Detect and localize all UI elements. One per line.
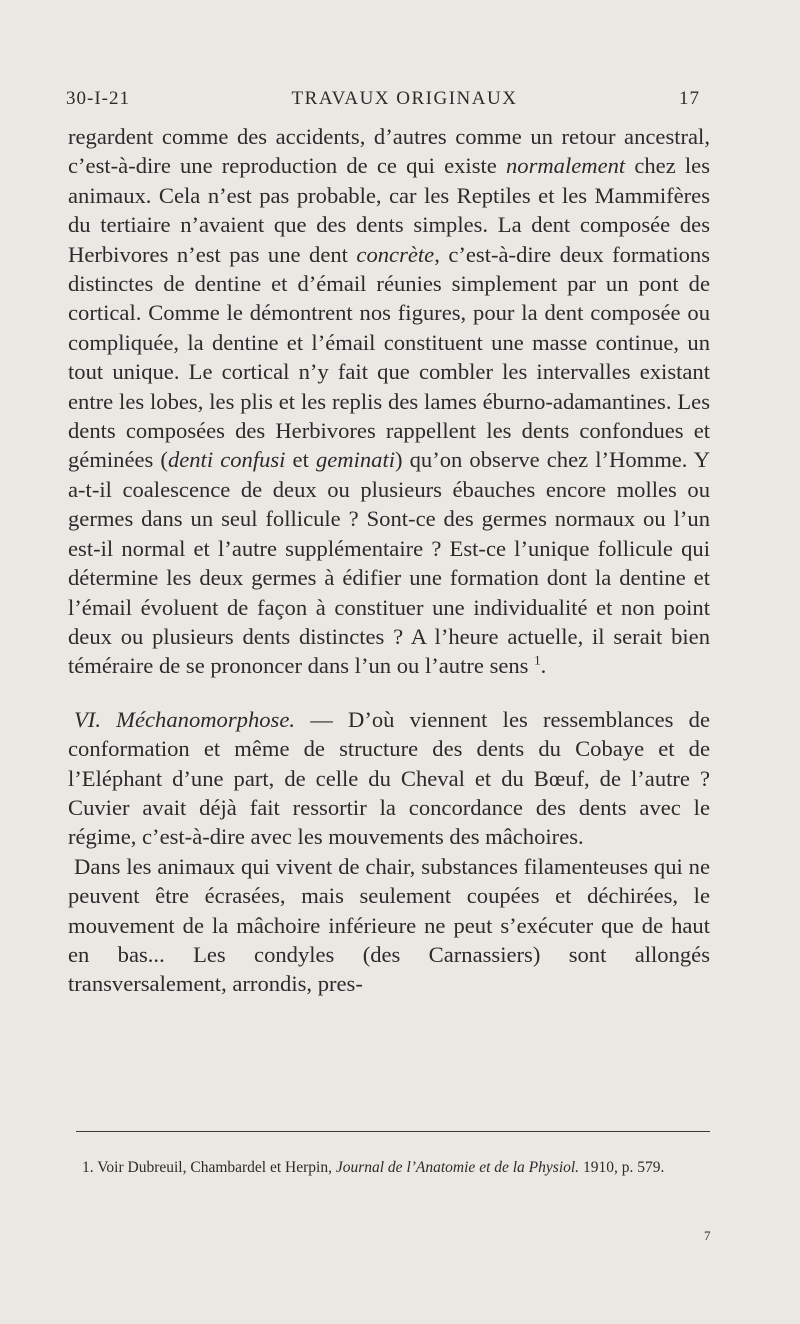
text-run: — D’où viennent les ressemblances de conformation et même de structure des dents du Cobaye et de l’Eléphant d’une part, de celle du Cheval et du Bœuf, de l’autre ? Cuvier avait déjà fait ressortir la concordance des dents avec le régime, c’est-à-dire avec les mouvements des mâchoires. <box>68 706 710 850</box>
signature-mark: 7 <box>704 1228 711 1243</box>
footnote-divider <box>76 1131 710 1132</box>
text-run: . <box>540 653 547 679</box>
text-run: Dans les animaux qui vivent de chair, substances filamenteuses qui ne peuvent être écrasées, mais seulement coupées et déchirées, le mouvement de la mâchoire inférieure ne peut s’exécuter que de haut en bas... Les condyles (des Carnassiers) sont allongés transversalement, arrondis, pres- <box>68 853 710 997</box>
journal-title: Journal de l’Anatomie et de la Physiol. <box>335 1159 580 1176</box>
header-date: 30-I-21 <box>66 88 130 109</box>
text-run: regardent comme des accidents, d’autres comme un retour ancestral, c’est-à-dire une reproduction de ce qui existe <box>68 124 710 179</box>
italic-term: concrète <box>356 241 435 267</box>
paragraph-2 <box>68 705 710 852</box>
footnote-reference: 1 <box>534 652 541 668</box>
running-header <box>66 88 700 110</box>
text-run: ) qu’on observe chez l’Homme. Y a-t-il coalescence de deux ou plusieurs ébauches encore molles ou germes dans un seul follicule ? Sont-ce des germes normaux ou l’un est-il normal et l’autre supplémentaire ? Est-ce l’unique follicule qui détermine les deux germes à édifier une formation dont la dentine et l’émail évoluent de façon à constituer une individualité et non point deux ou plusieurs dents distinctes ? A l’heure actuelle, il serait bien téméraire de se prononcer dans l’un ou l’autre sens <box>68 447 711 679</box>
header-title: TRAVAUX ORIGINAUX <box>291 88 518 109</box>
paragraph-3 <box>68 852 710 999</box>
footnote-number: 1. <box>82 1159 94 1176</box>
italic-term: geminati <box>315 447 396 473</box>
paragraph-1 <box>68 122 710 681</box>
italic-term: normalement <box>505 153 626 179</box>
footnote <box>76 1157 710 1178</box>
section-heading: VI. Méchanomorphose. <box>74 706 296 732</box>
text-run: chez les animaux. Cela n’est pas probable, car les Reptiles et les Mammifères du tertiaire n’avaient que des dents simples. La dent composée des Herbivores n’est pas une dent <box>68 153 710 267</box>
text-run: Voir Dubreuil, Chambardel et Herpin, <box>93 1159 336 1176</box>
text-run: et <box>285 447 316 473</box>
text-run: , c’est-à-dire deux formations distinctes de dentine et d’émail réunies simplement par un pont de cortical. Comme le démontrent nos figures, pour la dent composée ou compliquée, la dentine et l’émail constituent une masse continue, un tout unique. Le cortical n’y fait que combler les intervalles existant entre les lobes, les plis et les replis des lames éburno-adamantines. Les dents composées des Herbivores rappellent les dents confondues et géminées ( <box>68 241 710 473</box>
page-number: 17 <box>679 88 700 109</box>
italic-term: denti confusi <box>167 447 286 473</box>
main-text <box>68 122 710 999</box>
text-run: 1910, p. 579. <box>579 1159 665 1176</box>
